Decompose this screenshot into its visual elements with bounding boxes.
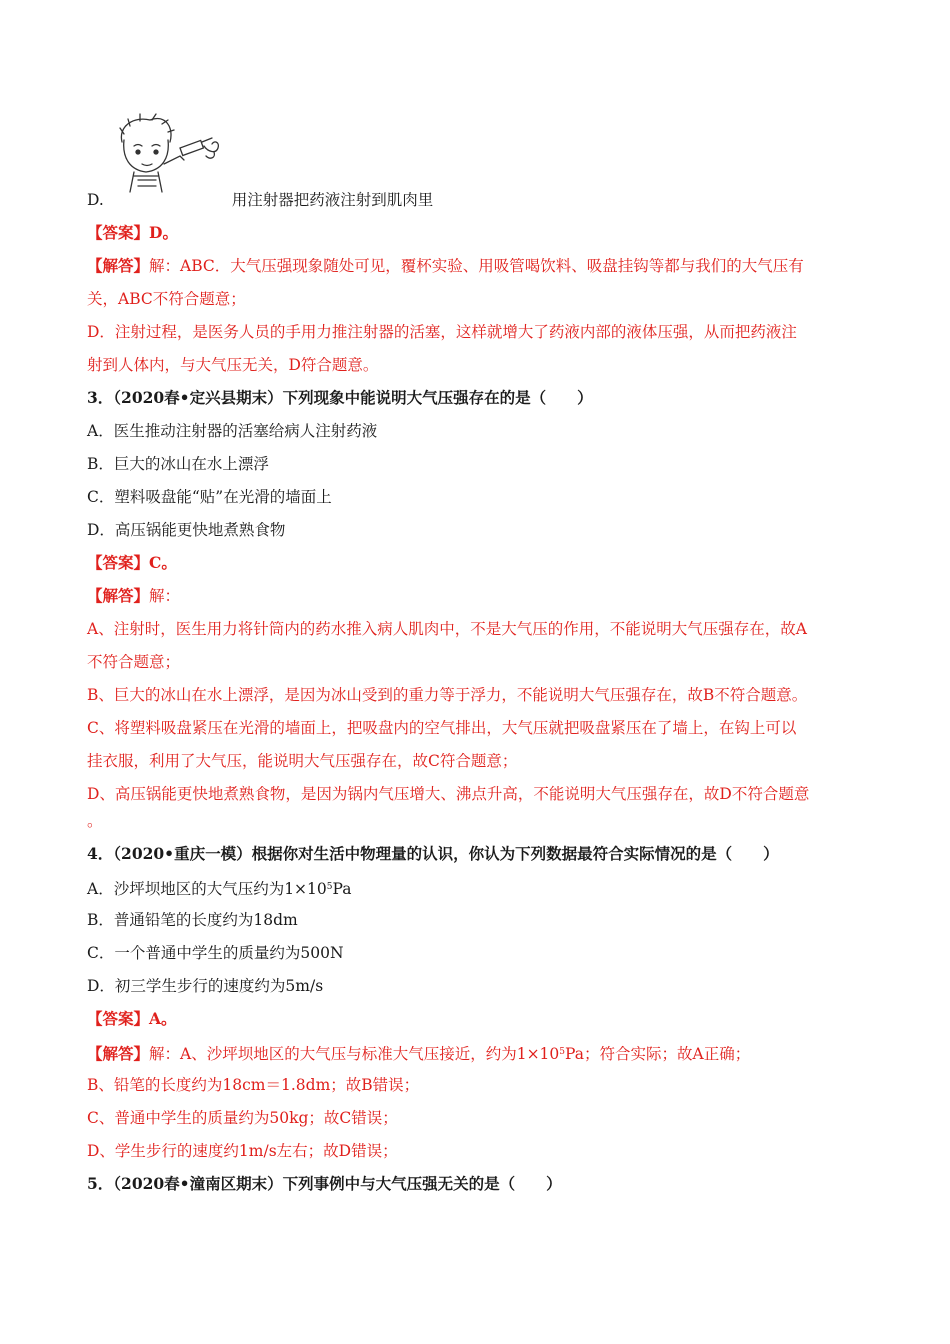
q3-analysis-d-2: 。 (87, 812, 103, 830)
q2-analysis-line-2: 关，ABC不符合题意； (87, 290, 246, 308)
q4-analysis-b: B、铅笔的长度约为18cm＝1.8dm；故B错误； (87, 1076, 420, 1094)
q4-option-b: B．普通铅笔的长度约为18dm (87, 911, 298, 929)
analysis-text: 解：ABC．大气压强现象随处可见，覆杯实验、用吸管喝饮料、吸盘挂钩等都与我们的大气压有 (149, 257, 804, 275)
q3-answer (87, 553, 877, 573)
q3-analysis-b: B、巨大的冰山在水上漂浮，是因为冰山受到的重力等于浮力，不能说明大气压强存在，故B不符合题意。 (87, 686, 808, 704)
answer-value: A。 (149, 1009, 177, 1028)
answer-tag: 【答案】 (87, 553, 150, 572)
q3-stem: 3．（2020春•定兴县期末）下列现象中能说明大气压强存在的是（ ） (87, 388, 593, 407)
q4-option-c: C．一个普通中学生的质量约为500N (87, 944, 344, 962)
analysis-text: 解：A、沙坪坝地区的大气压与标准大气压接近，约为1×10 (149, 1045, 560, 1063)
q3-analysis-a-1: A、注射时，医生用力将针筒内的药水推入病人肌肉中，不是大气压的作用，不能说明大气压强存在，故A (87, 620, 807, 638)
exponent: 5 (559, 1047, 566, 1057)
q3-analysis-c-2: 挂衣服，利用了大气压，能说明大气压强存在，故C符合题意； (87, 752, 518, 770)
option-text: 用注射器把药液注射到肌肉里 (231, 191, 434, 209)
answer-tag: 【答案】 (87, 223, 150, 242)
q2-answer (87, 223, 877, 243)
q4-analysis-a (87, 1042, 877, 1064)
unit: Pa (332, 880, 352, 898)
q2-analysis-line-1 (87, 256, 877, 276)
q3-option-c: C．塑料吸盘能“贴”在光滑的墙面上 (87, 488, 332, 506)
q4-analysis-c: C、普通中学生的质量约为50kg；故C错误； (87, 1109, 398, 1127)
q2-analysis-line-3: D．注射过程，是医务人员的手用力推注射器的活塞，这样就增大了药液内部的液体压强，从而把药液注 (87, 323, 797, 341)
analysis-tag: 【解答】 (87, 1044, 150, 1063)
q2-option-d (87, 190, 877, 210)
q4-option-d: D．初三学生步行的速度约为5m/s (87, 977, 324, 995)
analysis-text: 解： (149, 587, 181, 605)
q3-analysis-d-1: D、高压锅能更快地煮熟食物，是因为锅内气压增大、沸点升高，不能说明大气压强存在，故D不符合题意 (87, 785, 810, 803)
q3-option-a: A．医生推动注射器的活塞给病人注射药液 (87, 422, 378, 440)
q4-stem: 4．（2020•重庆一模）根据你对生活中物理量的认识，你认为下列数据最符合实际情况的是（ ） (87, 844, 779, 863)
analysis-tag: 【解答】 (87, 586, 150, 605)
q4-answer (87, 1009, 877, 1029)
answer-tag: 【答案】 (87, 1009, 150, 1028)
q5-stem: 5．（2020春•潼南区期末）下列事例中与大气压强无关的是（ ） (87, 1174, 562, 1193)
q3-analysis-c-1: C、将塑料吸盘紧压在光滑的墙面上，把吸盘内的空气排出，大气压就把吸盘紧压在了墙上，在钩上可以 (87, 719, 797, 737)
boy-with-syringe-icon (108, 112, 224, 194)
answer-value: D。 (149, 223, 178, 242)
exponent: 5 (326, 882, 333, 892)
option-text: A．沙坪坝地区的大气压约为1×10 (87, 880, 327, 898)
analysis-text-end: Pa；符合实际；故A正确； (565, 1045, 751, 1063)
q3-option-b: B．巨大的冰山在水上漂浮 (87, 455, 269, 473)
q2-analysis-line-4: 射到人体内，与大气压无关，D符合题意。 (87, 356, 379, 374)
q4-option-a (87, 877, 877, 899)
option-letter: D. (87, 191, 104, 209)
q4-analysis-d: D、学生步行的速度约1m/s左右；故D错误； (87, 1142, 398, 1160)
q3-option-d: D．高压锅能更快地煮熟食物 (87, 521, 286, 539)
q3-analysis-a-2: 不符合题意； (87, 653, 181, 671)
analysis-tag: 【解答】 (87, 256, 150, 275)
q3-analysis-intro (87, 586, 877, 606)
answer-value: C。 (149, 553, 177, 572)
